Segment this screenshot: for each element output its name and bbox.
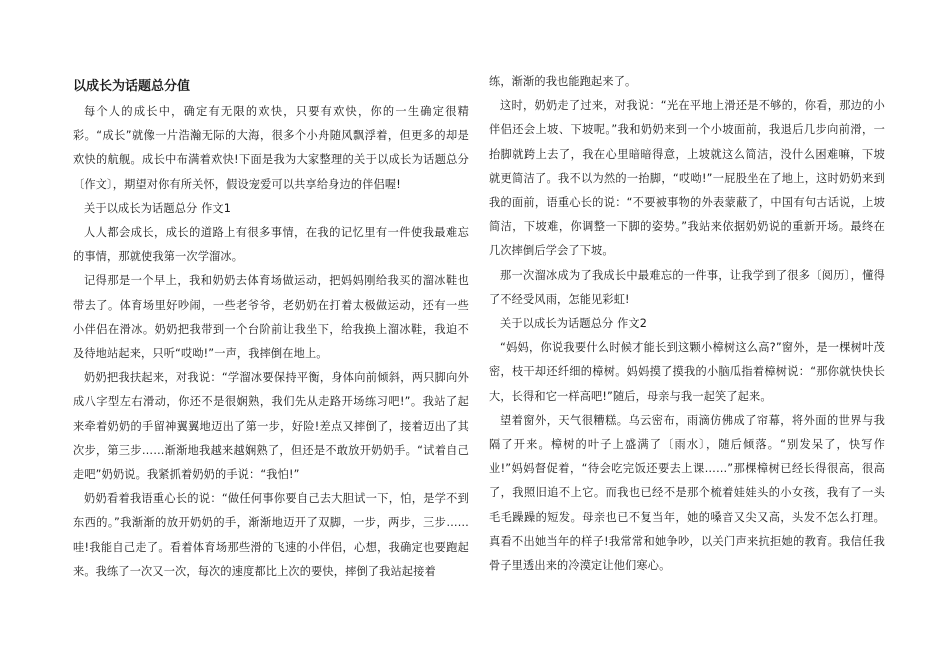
document-title: 以成长为话题总分值 (73, 79, 191, 94)
essay-1-heading: 关于以成长为话题总分 作文1 (84, 201, 232, 215)
paragraph: 人人都会成长，成长的道路上有很多事情，在我的记忆里有一件使我最难忘的事情，那就使我第一次学溜冰。 (73, 226, 469, 264)
paragraph: 练，渐渐的我也能跑起来了。 (489, 75, 637, 88)
paragraph: 奶奶把我扶起来，对我说：“学溜冰要保持平衡，身体向前倾斜，两只脚向外成八字型左右滑动，你还不是很娴熟，我们先从走路开场练习吧!”。我站了起来牵着奶奶的手留神翼翼地迈出了第一步，好险!差点又摔倒了，接着迈出了其次步，第三步……渐渐地我越来越娴熟了，但还是不敢放开奶奶手。“试着自己走吧”奶奶说。我紧抓着奶奶的手说：“我怕!” (73, 371, 469, 482)
paragraph: 那一次溜冰成为了我成长中最难忘的一件事，让我学到了很多〔阅历〕，懂得了不经受风雨，怎能见彩虹! (489, 268, 885, 306)
left-column (73, 78, 469, 584)
right-column (489, 70, 885, 578)
paragraph: 奶奶看着我语重心长的说：“做任何事你要自己去大胆试一下，怕，是学不到东西的。”我渐渐的放开奶奶的手，渐渐地迈开了双脚，一步，两步，三步……哇!我能自己走了。看着体育场那些滑的飞速的小伴侣，心想，我确定也要跑起来。我练了一次又一次，每次的速度都比上次的要快，摔倒了我站起接着 (73, 492, 469, 578)
paragraph: 记得那是一个早上，我和奶奶去体育场做运动，把妈妈刚给我买的溜冰鞋也带去了。体育场里好吵闹，一些老爷爷，老奶奶在打着太极做运动，还有一些小伴侣在滑冰。奶奶把我带到一个台阶前让我坐下，给我换上溜冰鞋，我迫不及待地站起来，只听“哎呦!”一声，我摔倒在地上。 (73, 274, 469, 361)
paragraph: “妈妈，你说我要什么时候才能长到这颗小樟树这么高?”窗外，是一棵树叶茂密，枝干却还纤细的樟树。妈妈摸了摸我的小脑瓜指着樟树说：“那你就快快长大，长得和它一样高吧!”随后，母亲与我一起笑了起来。 (489, 341, 885, 403)
paragraph: 望着窗外，天气很糟糕。乌云密布，雨滴仿佛成了帘幕，将外面的世界与我隔了开来。樟树的叶子上盛满了〔雨水〕，随后倾落。“别发呆了，快写作业!”妈妈督促着，“待会吃完饭还要去上课……”那棵樟树已经长得很高，很高了，我照旧追不上它。而我也已经不是那个梳着娃娃头的小女孩，我有了一头毛毛躁躁的短发。母亲也已不复当年，她的嗓音又尖又高，头发不怎么打理。真看不出她当年的样子!我常常和她争吵，以关门声来抗拒她的教育。我信任我骨子里透出来的冷漠定让他们寒心。 (489, 413, 885, 573)
intro-paragraph: 每个人的成长中，确定有无限的欢快，只要有欢快，你的一生确定很精彩。“成长”就像一片浩瀚无际的大海，很多个小舟随风飘浮着，但更多的却是欢快的航舰。成长中布满着欢快!下面是我为大家整理的关于以成长为话题总分〔作文〕，期望对你有所关怀，假设宠爱可以共享给身边的伴侣喔! (73, 105, 469, 191)
essay-2-heading: 关于以成长为话题总分 作文2 (500, 317, 648, 331)
paragraph: 这时，奶奶走了过来，对我说：“光在平地上滑还是不够的，你看，那边的小伴侣还会上坡、下坡呢。”我和奶奶来到一个小坡面前，我退后几步向前滑，一抬脚就跨上去了，我在心里暗暗得意，上坡就这么简洁，没什么困难嘛，下坡就更简洁了。我不以为然的一抬脚，“哎呦!”一屁股坐在了地上，这时奶奶来到我的面前，语重心长的说：“不要被事物的外表蒙蔽了，中国有句古话说，上坡简洁，下坡难，你调整一下脚的姿势。”我站来依据奶奶说的重新开场。最终在几次摔倒后学会了下坡。 (489, 99, 885, 258)
